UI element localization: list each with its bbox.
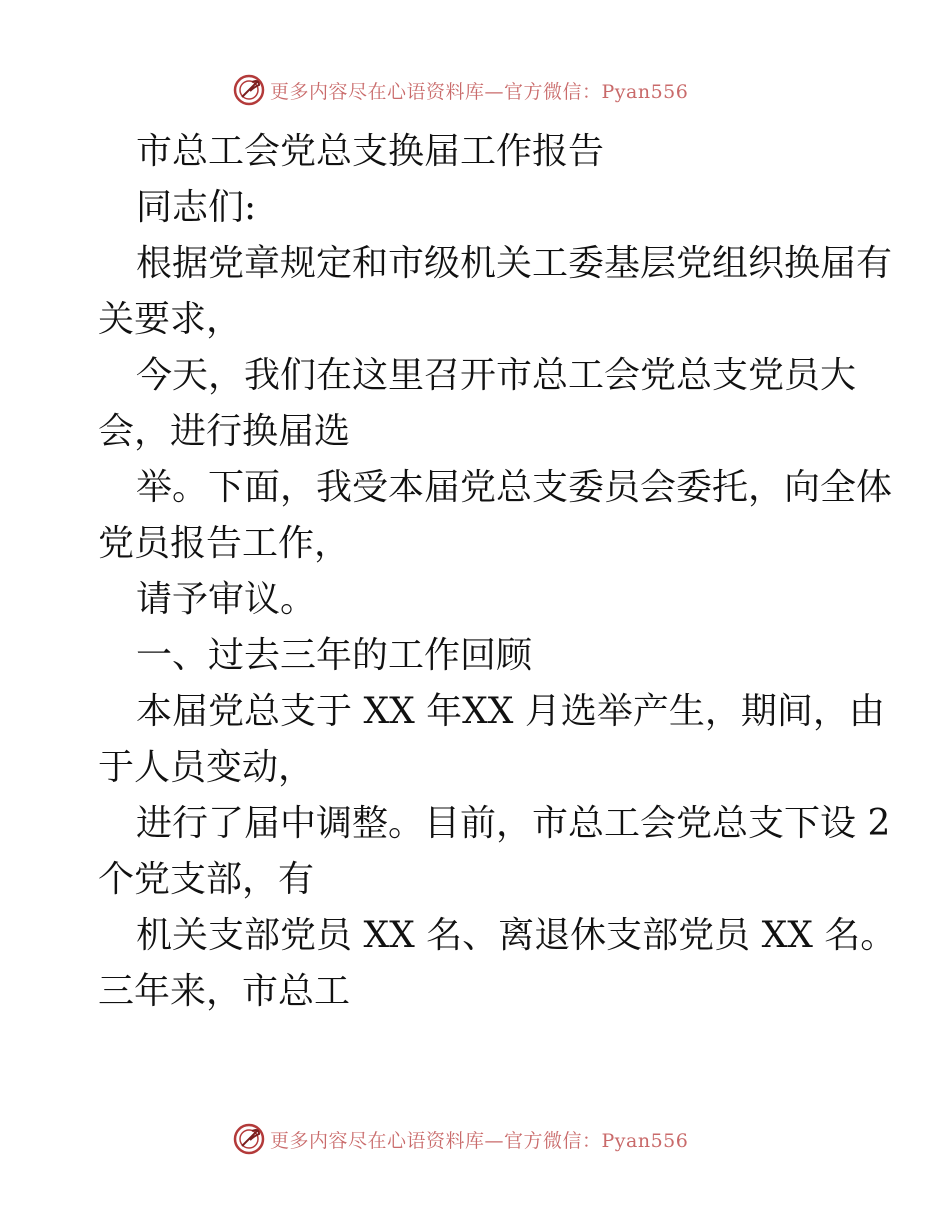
- paragraph-line: 本届党总支于 XX 年XX 月选举产生，期间，由: [136, 691, 885, 732]
- paragraph-line: 机关支部党员 XX 名、离退休支部党员 XX 名。: [136, 915, 897, 956]
- paragraph-line: 三年来，市总工: [98, 971, 351, 1012]
- report-body: [98, 124, 897, 1020]
- footer-banner-text: 更多内容尽在心语资料库—官方微信：Pyan556: [270, 1129, 689, 1152]
- section-heading: 一、过去三年的工作回顾: [136, 635, 533, 676]
- paragraph-line: 进行了届中调整。目前，市总工会党总支下设 2: [136, 803, 891, 844]
- paragraph-line: 于人员变动，: [98, 747, 315, 788]
- header-banner: [232, 72, 752, 108]
- feather-seal-icon: [232, 1122, 266, 1156]
- salutation: 同志们:: [136, 187, 257, 228]
- paragraph-line: 个党支部，有: [98, 859, 315, 900]
- header-banner-text: 更多内容尽在心语资料库—官方微信：Pyan556: [270, 80, 689, 103]
- paragraph-line: 今天，我们在这里召开市总工会党总支党员大: [136, 355, 857, 396]
- paragraph-line: 关要求，: [98, 299, 243, 340]
- paragraph-line: 请予审议。: [136, 579, 317, 620]
- paragraph-line: 党员报告工作，: [98, 523, 351, 564]
- feather-seal-icon: [232, 73, 266, 107]
- paragraph-line: 举。下面，我受本届党总支委员会委托，向全体: [136, 467, 893, 508]
- paragraph-line: 会，进行换届选: [98, 411, 351, 452]
- footer-banner: [232, 1121, 752, 1157]
- paragraph-line: 根据党章规定和市级机关工委基层党组织换届有: [136, 243, 893, 284]
- report-title: 市总工会党总支换届工作报告: [136, 131, 605, 172]
